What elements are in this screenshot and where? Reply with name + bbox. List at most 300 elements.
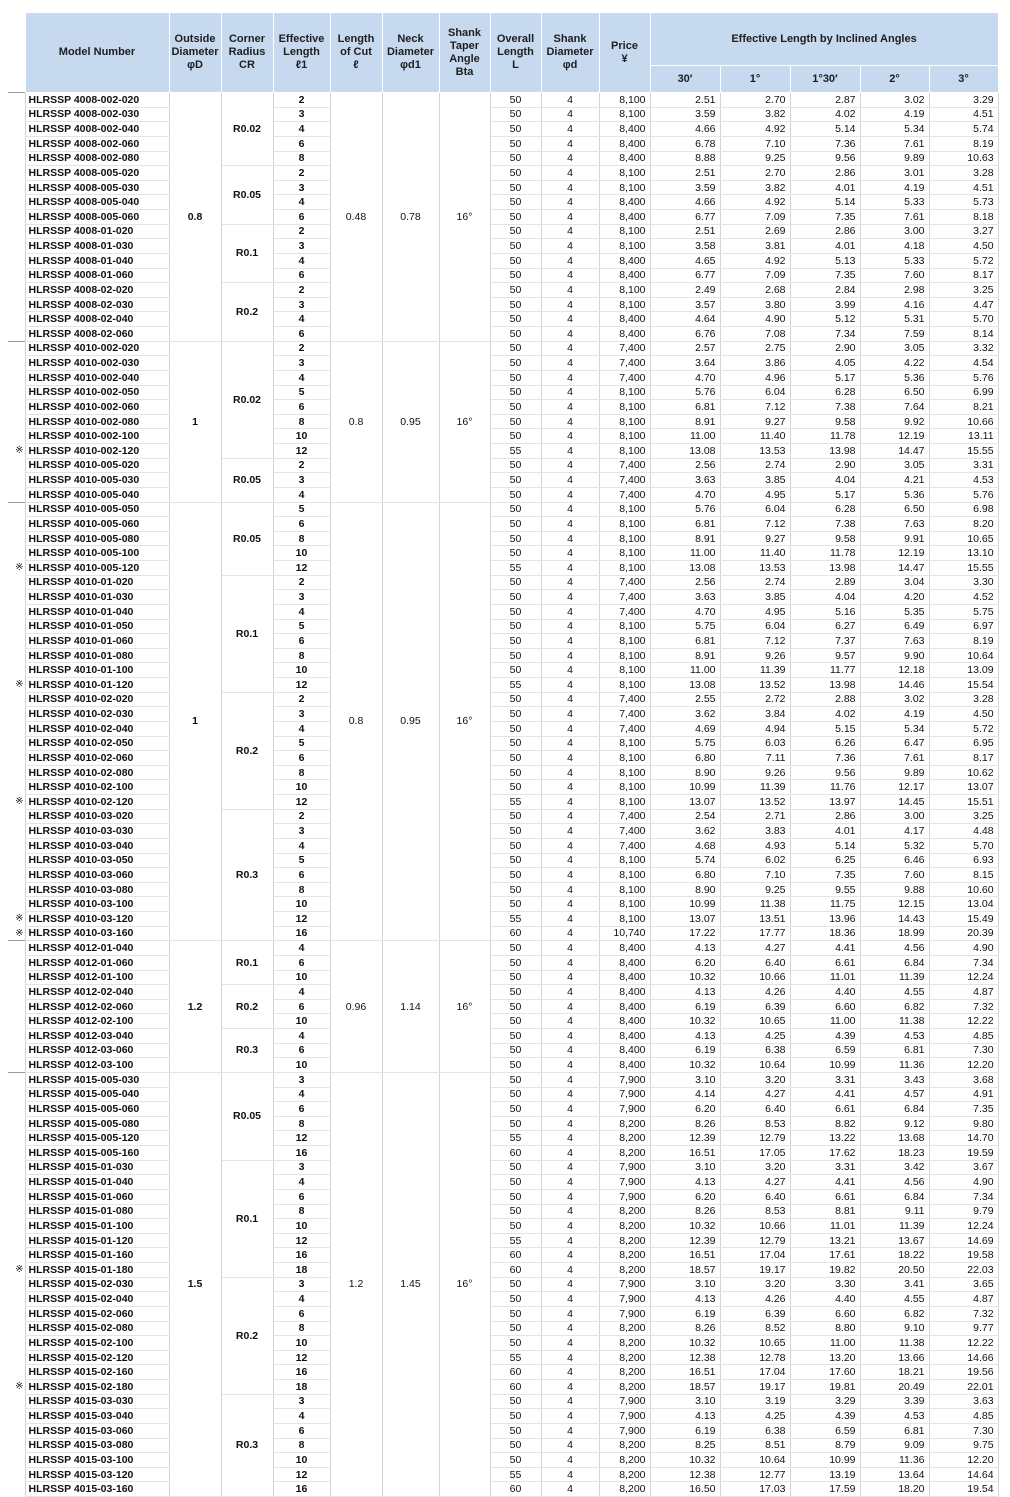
el-30min: 16.50	[650, 1482, 720, 1497]
note-mark	[8, 210, 25, 225]
shank-diameter: 4	[541, 926, 599, 941]
price: 8,200	[599, 1204, 650, 1219]
model-number: HLRSSP 4010-03-020	[25, 809, 169, 824]
shank-diameter: 4	[541, 868, 599, 883]
el-2deg: 9.89	[860, 151, 929, 166]
shank-diameter: 4	[541, 1365, 599, 1380]
el-1deg30min: 7.35	[790, 210, 860, 225]
effective-length: 6	[273, 868, 330, 883]
table-row	[8, 1263, 998, 1278]
el-1deg: 13.52	[720, 678, 790, 693]
shank-diameter: 4	[541, 1336, 599, 1351]
el-1deg: 3.81	[720, 239, 790, 254]
shank-diameter: 4	[541, 1116, 599, 1131]
shank-diameter: 4	[541, 736, 599, 751]
note-mark	[8, 356, 25, 371]
el-1deg: 3.20	[720, 1277, 790, 1292]
effective-length: 8	[273, 1438, 330, 1453]
corner-radius: R0.2	[221, 692, 273, 809]
overall-length: 50	[490, 531, 541, 546]
overall-length: 50	[490, 868, 541, 883]
note-mark	[8, 604, 25, 619]
model-number: HLRSSP 4010-01-020	[25, 575, 169, 590]
model-number: HLRSSP 4010-02-020	[25, 692, 169, 707]
price: 8,100	[599, 93, 650, 108]
model-number: HLRSSP 4015-03-040	[25, 1409, 169, 1424]
el-3deg: 12.22	[929, 1336, 998, 1351]
shank-diameter: 4	[541, 575, 599, 590]
note-mark	[8, 634, 25, 649]
el-2deg: 14.47	[860, 561, 929, 576]
table-row	[8, 1014, 998, 1029]
effective-length: 6	[273, 517, 330, 532]
el-1deg30min: 5.16	[790, 604, 860, 619]
table-row	[8, 370, 998, 385]
note-mark	[8, 955, 25, 970]
el-1deg: 4.95	[720, 604, 790, 619]
shank-diameter: 4	[541, 253, 599, 268]
table-row	[8, 327, 998, 342]
el-30min: 16.51	[650, 1248, 720, 1263]
el-30min: 10.32	[650, 1336, 720, 1351]
model-number: HLRSSP 4008-02-030	[25, 297, 169, 312]
price: 8,100	[599, 502, 650, 517]
shank-diameter: 4	[541, 1277, 599, 1292]
table-row	[8, 151, 998, 166]
el-2deg: 5.32	[860, 838, 929, 853]
table-row	[8, 1175, 998, 1190]
el-1deg30min: 13.98	[790, 444, 860, 459]
model-number: HLRSSP 4015-03-160	[25, 1482, 169, 1497]
effective-length: 5	[273, 736, 330, 751]
el-2deg: 4.57	[860, 1087, 929, 1102]
effective-length: 16	[273, 1482, 330, 1497]
effective-length: 10	[273, 897, 330, 912]
table-row	[8, 619, 998, 634]
model-number: HLRSSP 4010-02-050	[25, 736, 169, 751]
overall-length: 50	[490, 268, 541, 283]
model-number: HLRSSP 4010-005-030	[25, 473, 169, 488]
shank-diameter: 4	[541, 692, 599, 707]
el-1deg30min: 4.41	[790, 941, 860, 956]
shank-diameter: 4	[541, 224, 599, 239]
overall-length: 50	[490, 941, 541, 956]
el-1deg30min: 3.31	[790, 1160, 860, 1175]
effective-length: 4	[273, 1087, 330, 1102]
model-number: HLRSSP 4010-03-160	[25, 926, 169, 941]
shank-diameter: 4	[541, 941, 599, 956]
shank-taper-angle: 16°	[439, 502, 490, 941]
overall-length: 50	[490, 604, 541, 619]
el-3deg: 7.35	[929, 1102, 998, 1117]
el-3deg: 6.97	[929, 619, 998, 634]
el-1deg30min: 5.13	[790, 253, 860, 268]
model-number: HLRSSP 4012-03-040	[25, 1029, 169, 1044]
el-2deg: 14.43	[860, 912, 929, 927]
el-3deg: 15.55	[929, 444, 998, 459]
el-1deg30min: 11.76	[790, 780, 860, 795]
el-1deg30min: 10.99	[790, 1058, 860, 1073]
effective-length: 6	[273, 1102, 330, 1117]
el-3deg: 4.51	[929, 107, 998, 122]
length-of-cut: 0.96	[330, 941, 382, 1073]
model-number: HLRSSP 4010-005-050	[25, 502, 169, 517]
shank-diameter: 4	[541, 1438, 599, 1453]
shank-diameter: 4	[541, 795, 599, 810]
effective-length: 10	[273, 1453, 330, 1468]
el-1deg30min: 3.99	[790, 297, 860, 312]
effective-length: 3	[273, 590, 330, 605]
effective-length: 3	[273, 707, 330, 722]
el-30min: 5.76	[650, 502, 720, 517]
shank-diameter: 4	[541, 1219, 599, 1234]
el-3deg: 4.54	[929, 356, 998, 371]
el-3deg: 6.99	[929, 385, 998, 400]
note-mark	[8, 1365, 25, 1380]
model-number: HLRSSP 4012-01-040	[25, 941, 169, 956]
shank-diameter: 4	[541, 458, 599, 473]
overall-length: 50	[490, 283, 541, 298]
table-row	[8, 1306, 998, 1321]
table-row	[8, 721, 998, 736]
el-1deg: 4.93	[720, 838, 790, 853]
header-angle-2deg: 2°	[860, 66, 929, 93]
note-mark	[8, 1482, 25, 1497]
el-3deg: 9.77	[929, 1321, 998, 1336]
price: 7,400	[599, 809, 650, 824]
el-1deg: 2.70	[720, 166, 790, 181]
el-2deg: 2.98	[860, 283, 929, 298]
overall-length: 50	[490, 575, 541, 590]
el-1deg: 12.77	[720, 1467, 790, 1482]
note-mark	[8, 575, 25, 590]
header-model-number: Model Number	[25, 13, 169, 93]
overall-length: 50	[490, 502, 541, 517]
el-1deg30min: 7.38	[790, 400, 860, 415]
shank-diameter: 4	[541, 341, 599, 356]
header-overall-length: Overall Length L	[490, 13, 541, 93]
el-1deg: 6.40	[720, 955, 790, 970]
overall-length: 50	[490, 1102, 541, 1117]
note-mark	[8, 897, 25, 912]
el-2deg: 3.02	[860, 93, 929, 108]
el-1deg30min: 6.59	[790, 1423, 860, 1438]
shank-diameter: 4	[541, 678, 599, 693]
note-mark	[8, 619, 25, 634]
model-number: HLRSSP 4012-01-100	[25, 970, 169, 985]
el-2deg: 9.91	[860, 531, 929, 546]
shank-diameter: 4	[541, 1014, 599, 1029]
model-number: HLRSSP 4015-01-060	[25, 1189, 169, 1204]
effective-length: 2	[273, 809, 330, 824]
effective-length: 10	[273, 663, 330, 678]
el-30min: 6.76	[650, 327, 720, 342]
corner-radius: R0.02	[221, 341, 273, 458]
effective-length: 4	[273, 721, 330, 736]
el-1deg: 17.03	[720, 1482, 790, 1497]
el-30min: 5.74	[650, 853, 720, 868]
header-price: Price ¥	[599, 13, 650, 93]
el-2deg: 9.92	[860, 414, 929, 429]
shank-diameter: 4	[541, 1043, 599, 1058]
effective-length: 16	[273, 926, 330, 941]
el-2deg: 7.63	[860, 634, 929, 649]
effective-length: 6	[273, 1189, 330, 1204]
price: 7,400	[599, 487, 650, 502]
el-1deg: 10.64	[720, 1058, 790, 1073]
effective-length: 5	[273, 619, 330, 634]
spec-table	[8, 12, 999, 1497]
el-2deg: 9.89	[860, 765, 929, 780]
el-1deg: 19.17	[720, 1380, 790, 1395]
el-30min: 2.57	[650, 341, 720, 356]
el-30min: 3.58	[650, 239, 720, 254]
price: 8,100	[599, 634, 650, 649]
note-mark	[8, 868, 25, 883]
model-number: HLRSSP 4010-002-020	[25, 341, 169, 356]
el-30min: 8.26	[650, 1116, 720, 1131]
shank-diameter: 4	[541, 853, 599, 868]
table-row	[8, 239, 998, 254]
el-30min: 8.88	[650, 151, 720, 166]
table-row	[8, 502, 998, 517]
shank-diameter: 4	[541, 780, 599, 795]
el-30min: 4.13	[650, 941, 720, 956]
effective-length: 16	[273, 1248, 330, 1263]
table-row	[8, 429, 998, 444]
overall-length: 55	[490, 561, 541, 576]
el-30min: 3.63	[650, 590, 720, 605]
el-1deg: 8.53	[720, 1116, 790, 1131]
el-30min: 8.91	[650, 531, 720, 546]
note-mark	[8, 1233, 25, 1248]
model-number: HLRSSP 4008-02-020	[25, 283, 169, 298]
table-row	[8, 166, 998, 181]
el-3deg: 3.65	[929, 1277, 998, 1292]
el-1deg30min: 13.97	[790, 795, 860, 810]
el-1deg30min: 4.41	[790, 1087, 860, 1102]
model-number: HLRSSP 4010-01-060	[25, 634, 169, 649]
price: 8,200	[599, 1131, 650, 1146]
shank-diameter: 4	[541, 385, 599, 400]
effective-length: 6	[273, 136, 330, 151]
overall-length: 50	[490, 370, 541, 385]
price: 7,900	[599, 1394, 650, 1409]
overall-length: 50	[490, 195, 541, 210]
el-1deg30min: 6.28	[790, 385, 860, 400]
el-1deg30min: 5.15	[790, 721, 860, 736]
overall-length: 55	[490, 795, 541, 810]
el-1deg: 7.10	[720, 136, 790, 151]
effective-length: 12	[273, 1131, 330, 1146]
effective-length: 6	[273, 1423, 330, 1438]
shank-diameter: 4	[541, 721, 599, 736]
el-2deg: 3.41	[860, 1277, 929, 1292]
el-30min: 11.00	[650, 546, 720, 561]
el-1deg: 9.27	[720, 531, 790, 546]
el-2deg: 13.64	[860, 1467, 929, 1482]
el-1deg: 10.65	[720, 1336, 790, 1351]
el-30min: 5.75	[650, 619, 720, 634]
el-1deg: 2.68	[720, 283, 790, 298]
note-mark	[8, 429, 25, 444]
el-1deg30min: 8.79	[790, 1438, 860, 1453]
effective-length: 8	[273, 414, 330, 429]
table-row	[8, 1102, 998, 1117]
price: 8,100	[599, 882, 650, 897]
corner-radius: R0.2	[221, 283, 273, 342]
el-1deg30min: 7.37	[790, 634, 860, 649]
el-1deg30min: 4.40	[790, 985, 860, 1000]
el-3deg: 7.34	[929, 1189, 998, 1204]
neck-diameter: 0.95	[382, 502, 439, 941]
table-row	[8, 780, 998, 795]
el-30min: 4.13	[650, 1029, 720, 1044]
note-mark	[8, 253, 25, 268]
el-1deg30min: 11.78	[790, 429, 860, 444]
price: 8,400	[599, 327, 650, 342]
el-3deg: 22.03	[929, 1263, 998, 1278]
effective-length: 8	[273, 151, 330, 166]
el-3deg: 13.09	[929, 663, 998, 678]
table-row	[8, 224, 998, 239]
table-row	[8, 1336, 998, 1351]
el-1deg30min: 11.01	[790, 970, 860, 985]
el-3deg: 8.20	[929, 517, 998, 532]
price: 8,400	[599, 1058, 650, 1073]
table-row	[8, 107, 998, 122]
note-mark	[8, 224, 25, 239]
el-1deg: 6.04	[720, 385, 790, 400]
effective-length: 6	[273, 955, 330, 970]
el-1deg: 17.04	[720, 1248, 790, 1263]
price: 8,400	[599, 210, 650, 225]
note-mark	[8, 1409, 25, 1424]
effective-length: 12	[273, 678, 330, 693]
model-number: HLRSSP 4012-02-100	[25, 1014, 169, 1029]
el-30min: 10.99	[650, 897, 720, 912]
el-1deg: 3.85	[720, 590, 790, 605]
el-2deg: 18.20	[860, 1482, 929, 1497]
table-row	[8, 648, 998, 663]
header-effective-length: Effective Length ℓ1	[273, 13, 330, 93]
el-1deg: 4.26	[720, 985, 790, 1000]
el-1deg30min: 4.39	[790, 1409, 860, 1424]
el-3deg: 4.91	[929, 1087, 998, 1102]
shank-diameter: 4	[541, 824, 599, 839]
effective-length: 6	[273, 327, 330, 342]
el-1deg: 9.26	[720, 765, 790, 780]
el-2deg: 11.36	[860, 1058, 929, 1073]
el-1deg30min: 11.75	[790, 897, 860, 912]
price: 8,200	[599, 1336, 650, 1351]
el-1deg: 7.11	[720, 751, 790, 766]
price: 8,100	[599, 385, 650, 400]
el-1deg: 4.92	[720, 122, 790, 137]
el-1deg30min: 9.56	[790, 765, 860, 780]
table-row	[8, 824, 998, 839]
el-1deg: 6.40	[720, 1189, 790, 1204]
effective-length: 4	[273, 604, 330, 619]
table-row	[8, 882, 998, 897]
el-2deg: 4.21	[860, 473, 929, 488]
overall-length: 50	[490, 1204, 541, 1219]
price: 8,200	[599, 1380, 650, 1395]
note-mark	[8, 1350, 25, 1365]
shank-diameter: 4	[541, 297, 599, 312]
note-mark	[8, 765, 25, 780]
effective-length: 6	[273, 751, 330, 766]
el-3deg: 8.21	[929, 400, 998, 415]
el-30min: 2.55	[650, 692, 720, 707]
shank-taper-angle: 16°	[439, 93, 490, 342]
shank-diameter: 4	[541, 809, 599, 824]
overall-length: 50	[490, 590, 541, 605]
model-number: HLRSSP 4015-02-060	[25, 1306, 169, 1321]
effective-length: 8	[273, 1321, 330, 1336]
el-3deg: 3.68	[929, 1072, 998, 1087]
shank-taper-angle: 16°	[439, 1072, 490, 1496]
el-1deg: 7.12	[720, 400, 790, 415]
el-2deg: 4.19	[860, 707, 929, 722]
price: 7,900	[599, 1409, 650, 1424]
el-30min: 8.90	[650, 882, 720, 897]
table-row	[8, 590, 998, 605]
el-1deg30min: 7.35	[790, 868, 860, 883]
corner-radius: R0.3	[221, 1029, 273, 1073]
overall-length: 50	[490, 985, 541, 1000]
table-row	[8, 458, 998, 473]
effective-length: 4	[273, 195, 330, 210]
el-1deg30min: 3.29	[790, 1394, 860, 1409]
el-3deg: 7.30	[929, 1043, 998, 1058]
table-row	[8, 531, 998, 546]
model-number: HLRSSP 4010-002-080	[25, 414, 169, 429]
note-mark	[8, 1131, 25, 1146]
table-row	[8, 707, 998, 722]
price: 8,100	[599, 297, 650, 312]
el-3deg: 3.31	[929, 458, 998, 473]
el-30min: 4.13	[650, 1292, 720, 1307]
el-3deg: 22.01	[929, 1380, 998, 1395]
el-30min: 3.62	[650, 707, 720, 722]
el-2deg: 6.82	[860, 999, 929, 1014]
el-3deg: 12.24	[929, 1219, 998, 1234]
table-row	[8, 1277, 998, 1292]
note-mark	[8, 838, 25, 853]
shank-taper-angle: 16°	[439, 341, 490, 502]
price: 8,100	[599, 648, 650, 663]
model-number: HLRSSP 4015-03-120	[25, 1467, 169, 1482]
note-mark	[8, 941, 25, 956]
model-number: HLRSSP 4015-005-040	[25, 1087, 169, 1102]
effective-length: 3	[273, 1072, 330, 1087]
shank-diameter: 4	[541, 1160, 599, 1175]
el-1deg: 2.75	[720, 341, 790, 356]
el-2deg: 20.49	[860, 1380, 929, 1395]
el-3deg: 15.54	[929, 678, 998, 693]
table-row	[8, 1189, 998, 1204]
overall-length: 60	[490, 1248, 541, 1263]
shank-diameter: 4	[541, 1380, 599, 1395]
price: 7,400	[599, 370, 650, 385]
el-3deg: 14.64	[929, 1467, 998, 1482]
shank-diameter: 4	[541, 1350, 599, 1365]
el-2deg: 6.81	[860, 1423, 929, 1438]
el-1deg30min: 7.35	[790, 268, 860, 283]
model-number: HLRSSP 4010-03-040	[25, 838, 169, 853]
shank-diameter: 4	[541, 93, 599, 108]
